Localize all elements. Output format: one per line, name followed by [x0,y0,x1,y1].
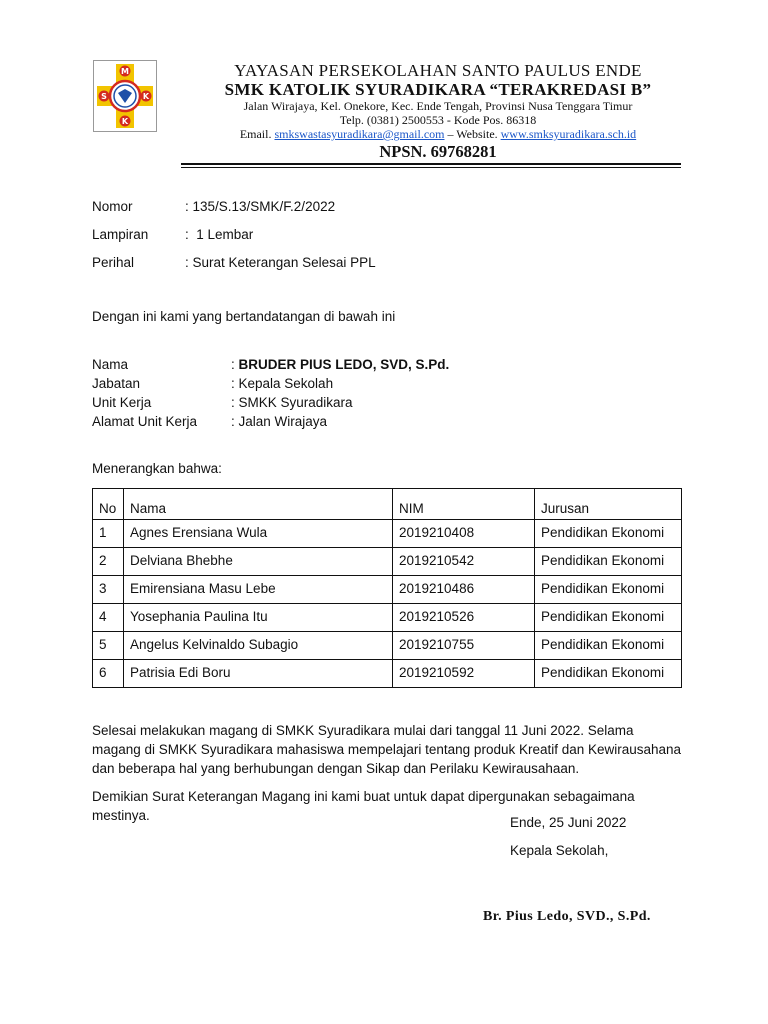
place-date: Ende, 25 Juni 2022 [510,815,627,830]
table-header-row [93,489,682,520]
cell-jurusan: Pendidikan Ekonomi [535,576,682,604]
cell-nama: Agnes Erensiana Wula [124,520,393,548]
cell-nim: 2019210542 [393,548,535,576]
cell-no: 4 [93,604,124,632]
signer-name-label: Nama [92,357,129,372]
perihal-label: Perihal [92,255,135,270]
cell-jurusan: Pendidikan Ekonomi [535,632,682,660]
cell-nama: Angelus Kelvinaldo Subagio [124,632,393,660]
cell-no: 1 [93,520,124,548]
lampiran-value: : 1 Lembar [185,227,254,242]
signer-signature-name: Br. Pius Ledo, SVD., S.Pd. [483,909,651,924]
signer-name-value: BRUDER PIUS LEDO, SVD, S.Pd. [238,357,450,372]
cell-no: 3 [93,576,124,604]
table-row [93,632,682,660]
contact-line [160,127,716,142]
menerangkan-text: Menerangkan bahwa: [92,461,222,476]
website-label: – Website. [447,127,498,141]
website-link[interactable]: www.smksyuradikara.sch.id [500,127,637,141]
table-row [93,520,682,548]
table-row [93,548,682,576]
signer-address-label: Alamat Unit Kerja [92,414,198,429]
school-logo [93,60,157,132]
signer-unit-label: Unit Kerja [92,395,152,410]
header-nama: Nama [124,489,393,520]
logo-letter-top: M [121,67,129,76]
logo-letter-bottom: K [121,117,129,126]
cell-nim: 2019210408 [393,520,535,548]
cell-nama: Patrisia Edi Boru [124,660,393,688]
body-paragraph: Selesai melakukan magang di SMKK Syuradikara mulai dari tanggal 11 Juni 2022. Selama magang di SMKK Syuradikara mahasiswa mempelajari tentang produk Kreatif dan Kewirausahana dan beberapa hal yang berhubungan dengan Sikap dan Perilaku Kewirausahaan. [92,723,682,776]
signer-title: Kepala Sekolah, [510,843,609,858]
logo-letter-left: S [101,92,107,101]
table-row [93,604,682,632]
signer-name [231,357,449,372]
nomor-label: Nomor [92,199,133,214]
school-address: Jalan Wirajaya, Kel. Onekore, Kec. Ende Tengah, Provinsi Nusa Tenggara Timur [243,99,633,113]
cell-nim: 2019210526 [393,604,535,632]
cell-no: 5 [93,632,124,660]
intro-text: Dengan ini kami yang bertandatangan di bawah ini [92,309,396,324]
cell-jurusan: Pendidikan Ekonomi [535,660,682,688]
cell-nim: 2019210592 [393,660,535,688]
cell-nim: 2019210486 [393,576,535,604]
cell-no: 6 [93,660,124,688]
header-jurusan: Jurusan [535,489,682,520]
cell-nama: Emirensiana Masu Lebe [124,576,393,604]
signer-name-colon: : [231,357,239,372]
table-row [93,576,682,604]
cell-nama: Delviana Bhebhe [124,548,393,576]
signer-position-value: : Kepala Sekolah [231,376,334,391]
cell-jurusan: Pendidikan Ekonomi [535,604,682,632]
cell-jurusan: Pendidikan Ekonomi [535,548,682,576]
email-label: Email. [239,127,272,141]
header-nim: NIM [393,489,535,520]
logo-letter-right: K [142,92,150,101]
signer-position-label: Jabatan [92,376,141,391]
table-row [93,660,682,688]
header-no: No [93,489,124,520]
npsn: NPSN. 69768281 [379,142,497,161]
nomor-value: : 135/S.13/SMK/F.2/2022 [185,199,336,214]
email-link[interactable]: smkswastasyuradikara@gmail.com [274,127,445,141]
lampiran-label: Lampiran [92,227,149,242]
cell-nim: 2019210755 [393,632,535,660]
letterhead-divider-thick [181,163,681,165]
cell-nama: Yosephania Paulina Itu [124,604,393,632]
signer-address-value: : Jalan Wirajaya [231,414,328,429]
student-table [92,488,682,688]
closing-paragraph: Demikian Surat Keterangan Magang ini kami buat untuk dapat dipergunakan sebagaimana mestinya. [92,789,635,823]
school-name: SMK KATOLIK SYURADIKARA “TERAKREDASI B” [224,80,652,99]
signer-unit-value: : SMKK Syuradikara [231,395,353,410]
perihal-value: : Surat Keterangan Selesai PPL [185,255,376,270]
school-phone: Telp. (0381) 2500553 - Kode Pos. 86318 [339,113,537,127]
foundation-name: YAYASAN PERSEKOLAHAN SANTO PAULUS ENDE [234,61,642,80]
cell-no: 2 [93,548,124,576]
letterhead-divider-thin [181,167,681,168]
cell-jurusan: Pendidikan Ekonomi [535,520,682,548]
